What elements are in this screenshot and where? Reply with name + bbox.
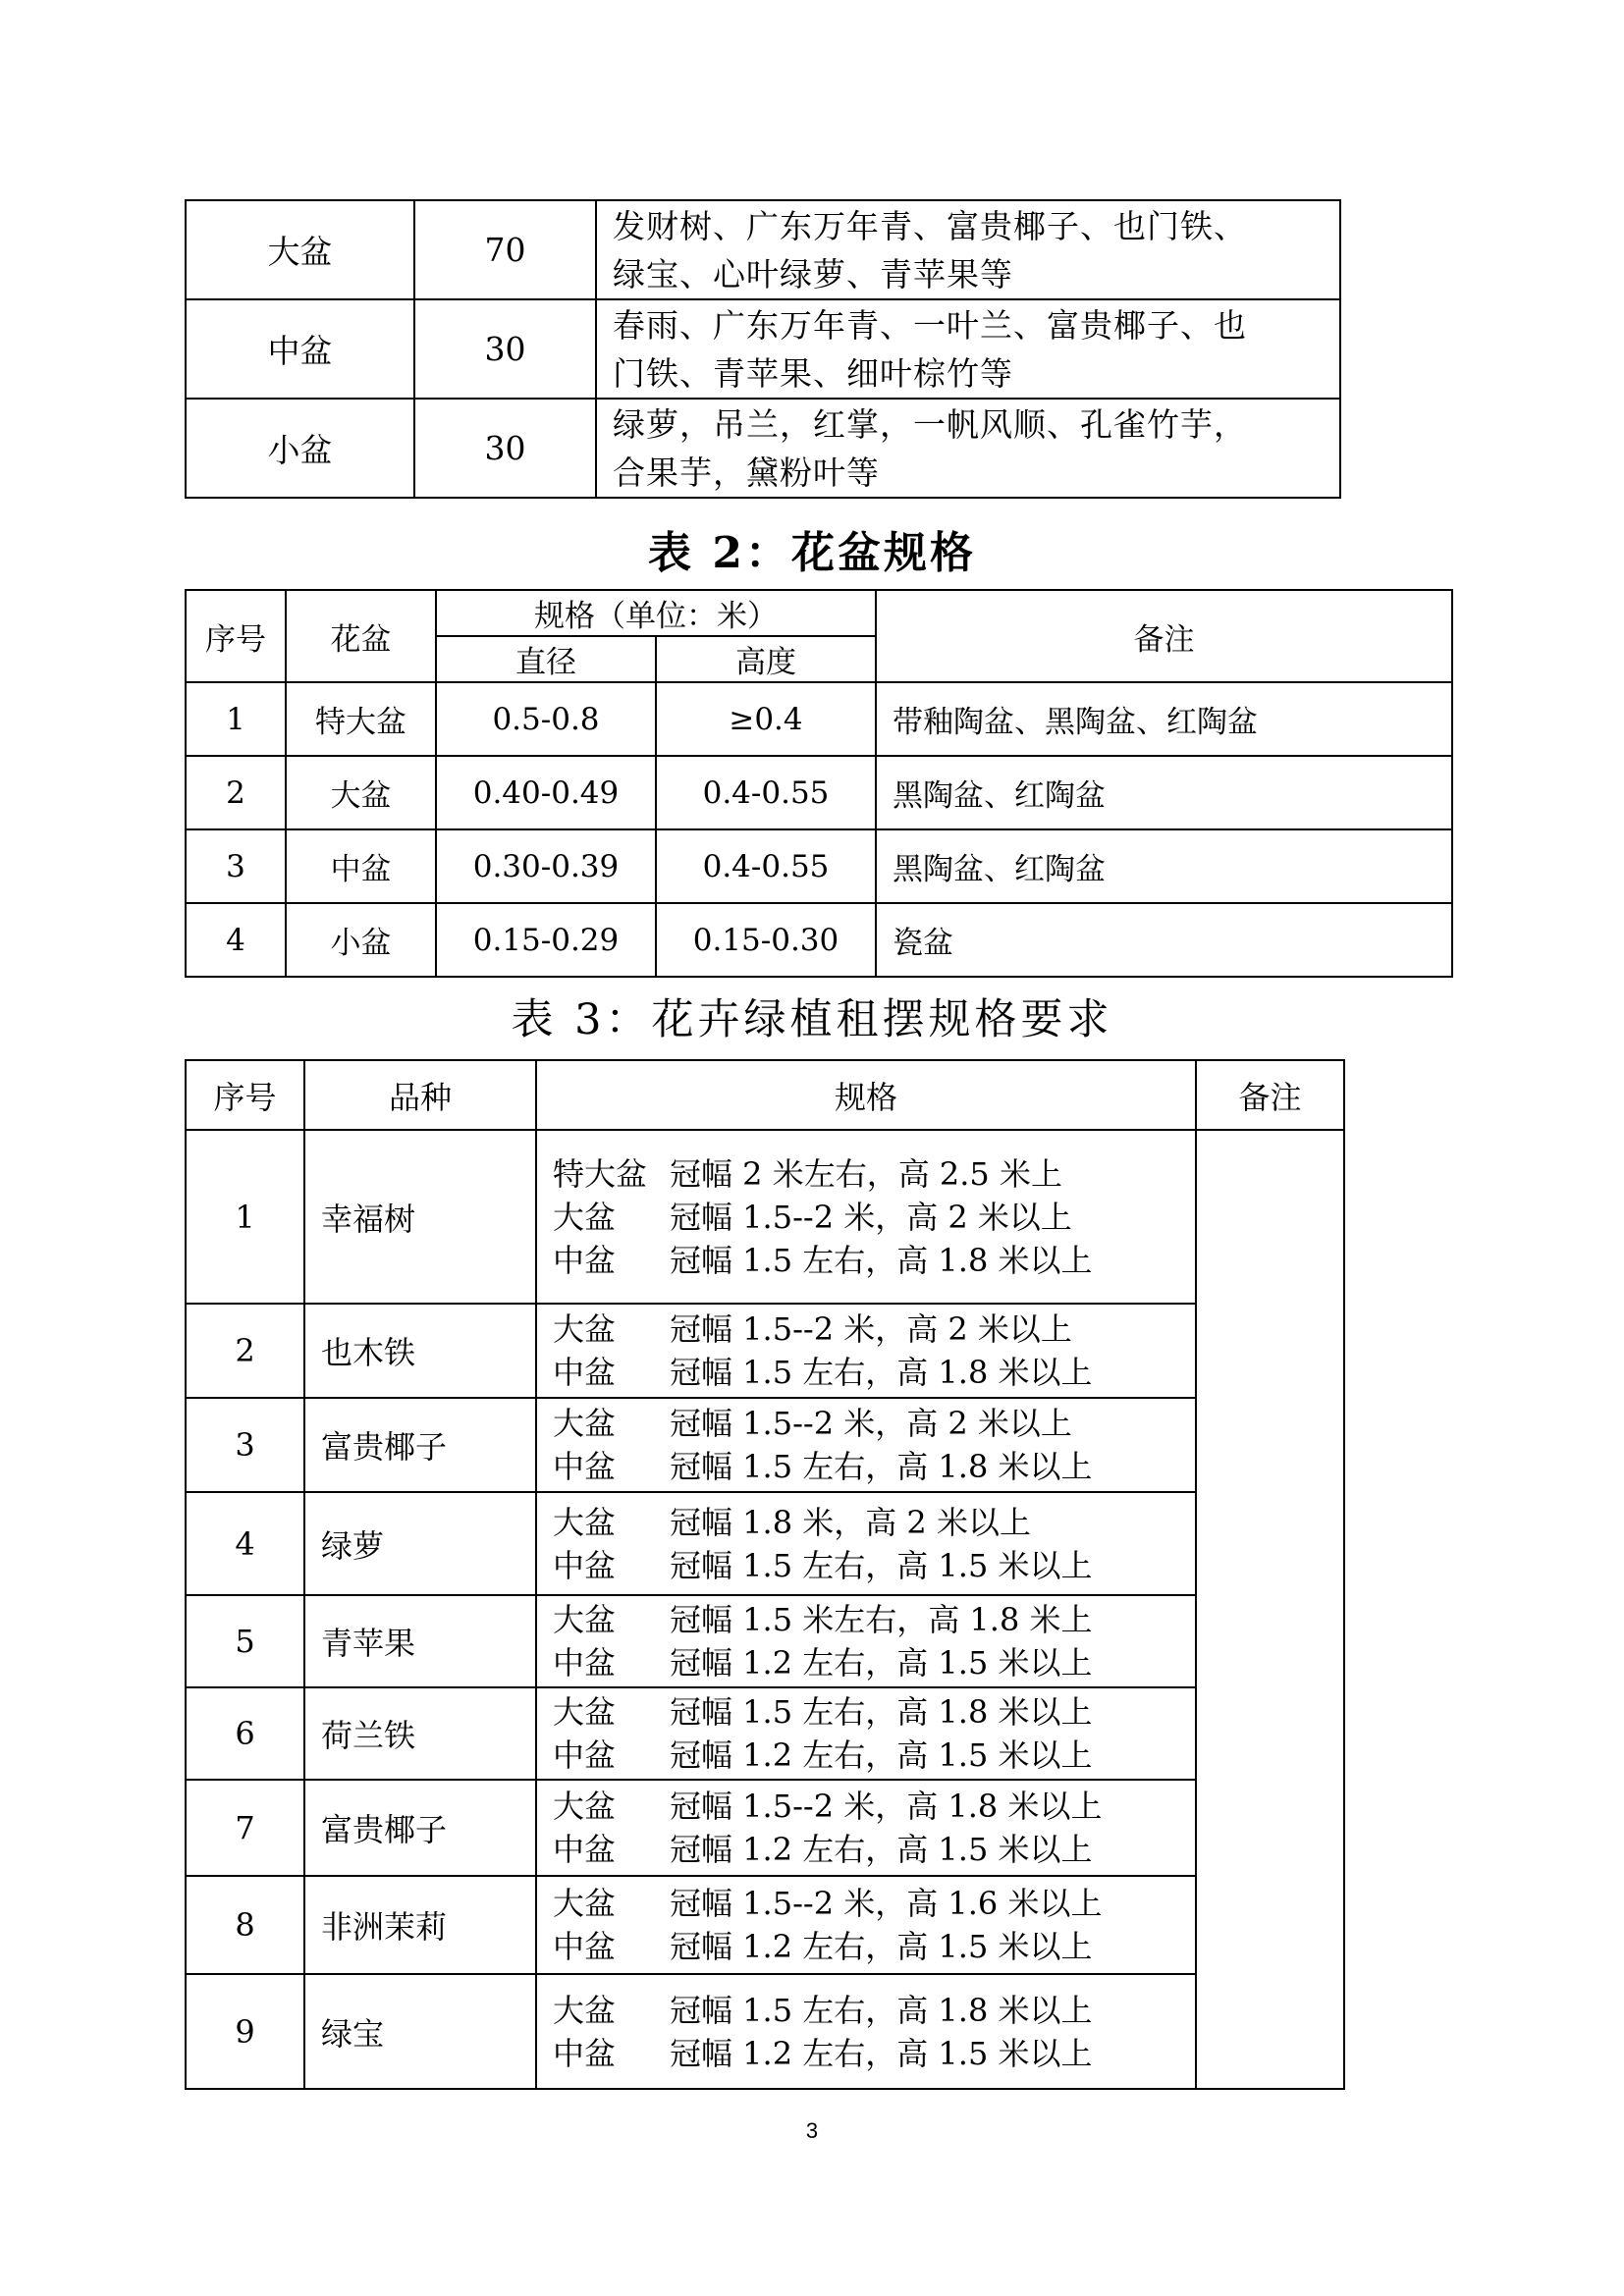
spec-line <box>553 1989 1195 2032</box>
seq-cell: 7 <box>186 1780 304 1876</box>
spec-desc: 冠幅 1.2 左右，高 1.5 米以上 <box>670 1736 1093 1774</box>
variety-cell: 幸福树 <box>304 1130 536 1304</box>
spec-desc: 冠幅 1.2 左右，高 1.5 米以上 <box>670 2034 1093 2072</box>
header-diameter: 直径 <box>436 636 656 682</box>
header-pot: 花盆 <box>286 590 436 682</box>
pot-size: 大盆 <box>553 1788 617 1825</box>
table-row <box>186 1130 1344 1304</box>
pot-size: 中盆 <box>553 1928 617 1965</box>
seq-cell: 3 <box>186 829 286 903</box>
pot-cell: 大盆 <box>286 756 436 829</box>
spec-line <box>553 1882 1195 1925</box>
pot-cell: 中盆 <box>286 829 436 903</box>
table-row <box>186 1780 1344 1876</box>
spec-desc: 冠幅 1.5 左右，高 1.5 米以上 <box>670 1546 1093 1584</box>
spec-desc: 冠幅 1.5 左右，高 1.8 米以上 <box>670 1991 1093 2029</box>
table-row <box>186 682 1452 756</box>
header-seq: 序号 <box>186 590 286 682</box>
plant-list-line: 绿萝，吊兰，红掌，一帆风顺、孔雀竹芋， <box>613 404 1247 444</box>
table-row <box>186 399 1340 498</box>
table-row <box>186 200 1340 299</box>
spec-line <box>553 1402 1195 1445</box>
variety-cell: 荷兰铁 <box>304 1687 536 1780</box>
plant-list-line: 春雨、广东万年青、一叶兰、富贵椰子、也 <box>613 305 1247 345</box>
table-row <box>186 756 1452 829</box>
pot-cell: 特大盆 <box>286 682 436 756</box>
note-cell <box>1196 1130 1344 2089</box>
table-row <box>186 1492 1344 1595</box>
header-row <box>186 590 1452 636</box>
pot-size: 特大盆 <box>553 1154 648 1193</box>
table-row <box>186 1876 1344 1974</box>
pot-size: 大盆 <box>553 1991 617 2029</box>
table-row <box>186 903 1452 977</box>
diameter-cell: 0.40-0.49 <box>436 756 656 829</box>
plant-list-cell <box>596 299 1340 399</box>
pot-size: 中盆 <box>553 1354 617 1391</box>
table-row <box>186 1595 1344 1687</box>
pot-size: 中盆 <box>553 1241 617 1279</box>
spec-desc: 冠幅 1.8 米，高 2 米以上 <box>670 1503 1031 1541</box>
spec-line <box>553 1785 1195 1828</box>
pot-size: 中盆 <box>553 1831 617 1868</box>
spec-cell <box>536 1876 1196 1974</box>
spec-desc: 冠幅 1.5 左右，高 1.8 米以上 <box>670 1354 1093 1391</box>
spec-line <box>553 1239 1195 1282</box>
seq-cell: 3 <box>186 1398 304 1492</box>
spec-cell <box>536 1595 1196 1687</box>
spec-line <box>553 1734 1195 1777</box>
seq-cell: 1 <box>186 682 286 756</box>
diameter-cell: 0.5-0.8 <box>436 682 656 756</box>
plant-list-line: 发财树、广东万年青、富贵椰子、也门铁、 <box>613 206 1247 245</box>
spec-desc: 冠幅 1.5--2 米，高 1.6 米以上 <box>670 1885 1103 1922</box>
pot-size: 中盆 <box>553 1546 617 1584</box>
spec-line <box>553 1925 1195 1968</box>
plant-rental-spec-table <box>185 1059 1345 2090</box>
header-variety: 品种 <box>304 1060 536 1130</box>
spec-cell <box>536 1130 1196 1304</box>
table-row <box>186 829 1452 903</box>
variety-cell: 青苹果 <box>304 1595 536 1687</box>
spec-line <box>553 1690 1195 1734</box>
plant-list-cell <box>596 399 1340 498</box>
plant-list-cell <box>596 200 1340 299</box>
note-cell: 带釉陶盆、黑陶盆、红陶盆 <box>876 682 1452 756</box>
header-note: 备注 <box>1196 1060 1344 1130</box>
seq-cell: 4 <box>186 903 286 977</box>
header-spec: 规格 <box>536 1060 1196 1130</box>
spec-desc: 冠幅 1.5 左右，高 1.8 米以上 <box>670 1448 1093 1485</box>
spec-desc: 冠幅 1.5--2 米，高 2 米以上 <box>670 1405 1072 1442</box>
spec-line <box>553 1828 1195 1871</box>
variety-cell: 也木铁 <box>304 1304 536 1398</box>
spec-desc: 冠幅 1.5--2 米，高 2 米以上 <box>670 1310 1072 1348</box>
spec-line <box>553 1196 1195 1239</box>
pot-size: 大盆 <box>553 1693 617 1731</box>
variety-cell: 绿宝 <box>304 1974 536 2089</box>
spec-line <box>553 1501 1195 1544</box>
variety-cell: 非洲茉莉 <box>304 1876 536 1974</box>
quantity-cell: 70 <box>414 200 596 299</box>
note-cell: 瓷盆 <box>876 903 1452 977</box>
spec-line <box>553 1598 1195 1641</box>
pot-size: 大盆 <box>553 1503 617 1541</box>
spec-desc: 冠幅 1.5--2 米，高 2 米以上 <box>670 1198 1072 1236</box>
spec-cell <box>536 1780 1196 1876</box>
pot-type-cell: 大盆 <box>186 200 414 299</box>
spec-desc: 冠幅 1.2 左右，高 1.5 米以上 <box>670 1644 1093 1682</box>
note-cell: 黑陶盆、红陶盆 <box>876 756 1452 829</box>
diameter-cell: 0.30-0.39 <box>436 829 656 903</box>
seq-cell: 2 <box>186 756 286 829</box>
spec-line <box>553 1351 1195 1394</box>
height-cell: 0.4-0.55 <box>656 756 876 829</box>
seq-cell: 1 <box>186 1130 304 1304</box>
plant-list-line: 门铁、青苹果、细叶棕竹等 <box>613 353 1013 393</box>
header-spec: 规格（单位：米） <box>436 590 876 636</box>
spec-desc: 冠幅 1.5--2 米，高 1.8 米以上 <box>670 1788 1103 1825</box>
spec-cell <box>536 1492 1196 1595</box>
spec-line <box>553 1641 1195 1684</box>
table-row <box>186 1304 1344 1398</box>
seq-cell: 9 <box>186 1974 304 2089</box>
spec-cell <box>536 1687 1196 1780</box>
table-row <box>186 1398 1344 1492</box>
spec-line <box>553 2032 1195 2075</box>
table-row <box>186 299 1340 399</box>
table3-title: 表 3：花卉绿植租摆规格要求 <box>511 995 1113 1044</box>
seq-cell: 2 <box>186 1304 304 1398</box>
header-height: 高度 <box>656 636 876 682</box>
variety-cell: 绿萝 <box>304 1492 536 1595</box>
header-note: 备注 <box>876 590 1452 682</box>
diameter-cell: 0.15-0.29 <box>436 903 656 977</box>
pot-size: 大盆 <box>553 1405 617 1442</box>
pot-size: 中盆 <box>553 1736 617 1774</box>
variety-cell: 富贵椰子 <box>304 1780 536 1876</box>
seq-cell: 4 <box>186 1492 304 1595</box>
pot-size: 中盆 <box>553 1448 617 1485</box>
note-cell: 黑陶盆、红陶盆 <box>876 829 1452 903</box>
page-number: 3 <box>805 2118 819 2143</box>
pot-type-cell: 中盆 <box>186 299 414 399</box>
spec-line <box>553 1308 1195 1351</box>
quantity-cell: 30 <box>414 399 596 498</box>
variety-cell: 富贵椰子 <box>304 1398 536 1492</box>
seq-cell: 8 <box>186 1876 304 1974</box>
pot-spec-table <box>185 589 1453 978</box>
spec-desc: 冠幅 1.5 米左右，高 1.8 米上 <box>670 1601 1093 1638</box>
spec-line <box>553 1152 1195 1196</box>
seq-cell: 6 <box>186 1687 304 1780</box>
pot-size: 大盆 <box>553 1601 617 1638</box>
pot-size: 大盆 <box>553 1310 617 1348</box>
spec-cell <box>536 1974 1196 2089</box>
table-row <box>186 1687 1344 1780</box>
pot-size: 大盆 <box>553 1198 617 1236</box>
pot-size: 中盆 <box>553 2034 617 2072</box>
spec-desc: 冠幅 1.5 左右，高 1.8 米以上 <box>670 1693 1093 1731</box>
spec-desc: 冠幅 1.5 左右，高 1.8 米以上 <box>670 1241 1093 1279</box>
seq-cell: 5 <box>186 1595 304 1687</box>
plant-list-line: 合果芋，黛粉叶等 <box>613 453 880 492</box>
spec-cell <box>536 1398 1196 1492</box>
header-row <box>186 1060 1344 1130</box>
spec-desc: 冠幅 1.2 左右，高 1.5 米以上 <box>670 1831 1093 1868</box>
spec-line <box>553 1445 1195 1488</box>
spec-line <box>553 1544 1195 1587</box>
spec-cell <box>536 1304 1196 1398</box>
height-cell: 0.15-0.30 <box>656 903 876 977</box>
pot-type-cell: 小盆 <box>186 399 414 498</box>
plant-list-line: 绿宝、心叶绿萝、青苹果等 <box>613 254 1013 294</box>
spec-desc: 冠幅 1.2 左右，高 1.5 米以上 <box>670 1928 1093 1965</box>
pot-size: 大盆 <box>553 1885 617 1922</box>
table-row <box>186 1974 1344 2089</box>
table2-title: 表 2：花盆规格 <box>648 528 976 578</box>
height-cell: ≥0.4 <box>656 682 876 756</box>
height-cell: 0.4-0.55 <box>656 829 876 903</box>
spec-desc: 冠幅 2 米左右，高 2.5 米上 <box>670 1154 1062 1193</box>
pot-quantity-table <box>185 199 1341 499</box>
pot-size: 中盆 <box>553 1644 617 1682</box>
header-seq: 序号 <box>186 1060 304 1130</box>
pot-cell: 小盆 <box>286 903 436 977</box>
quantity-cell: 30 <box>414 299 596 399</box>
